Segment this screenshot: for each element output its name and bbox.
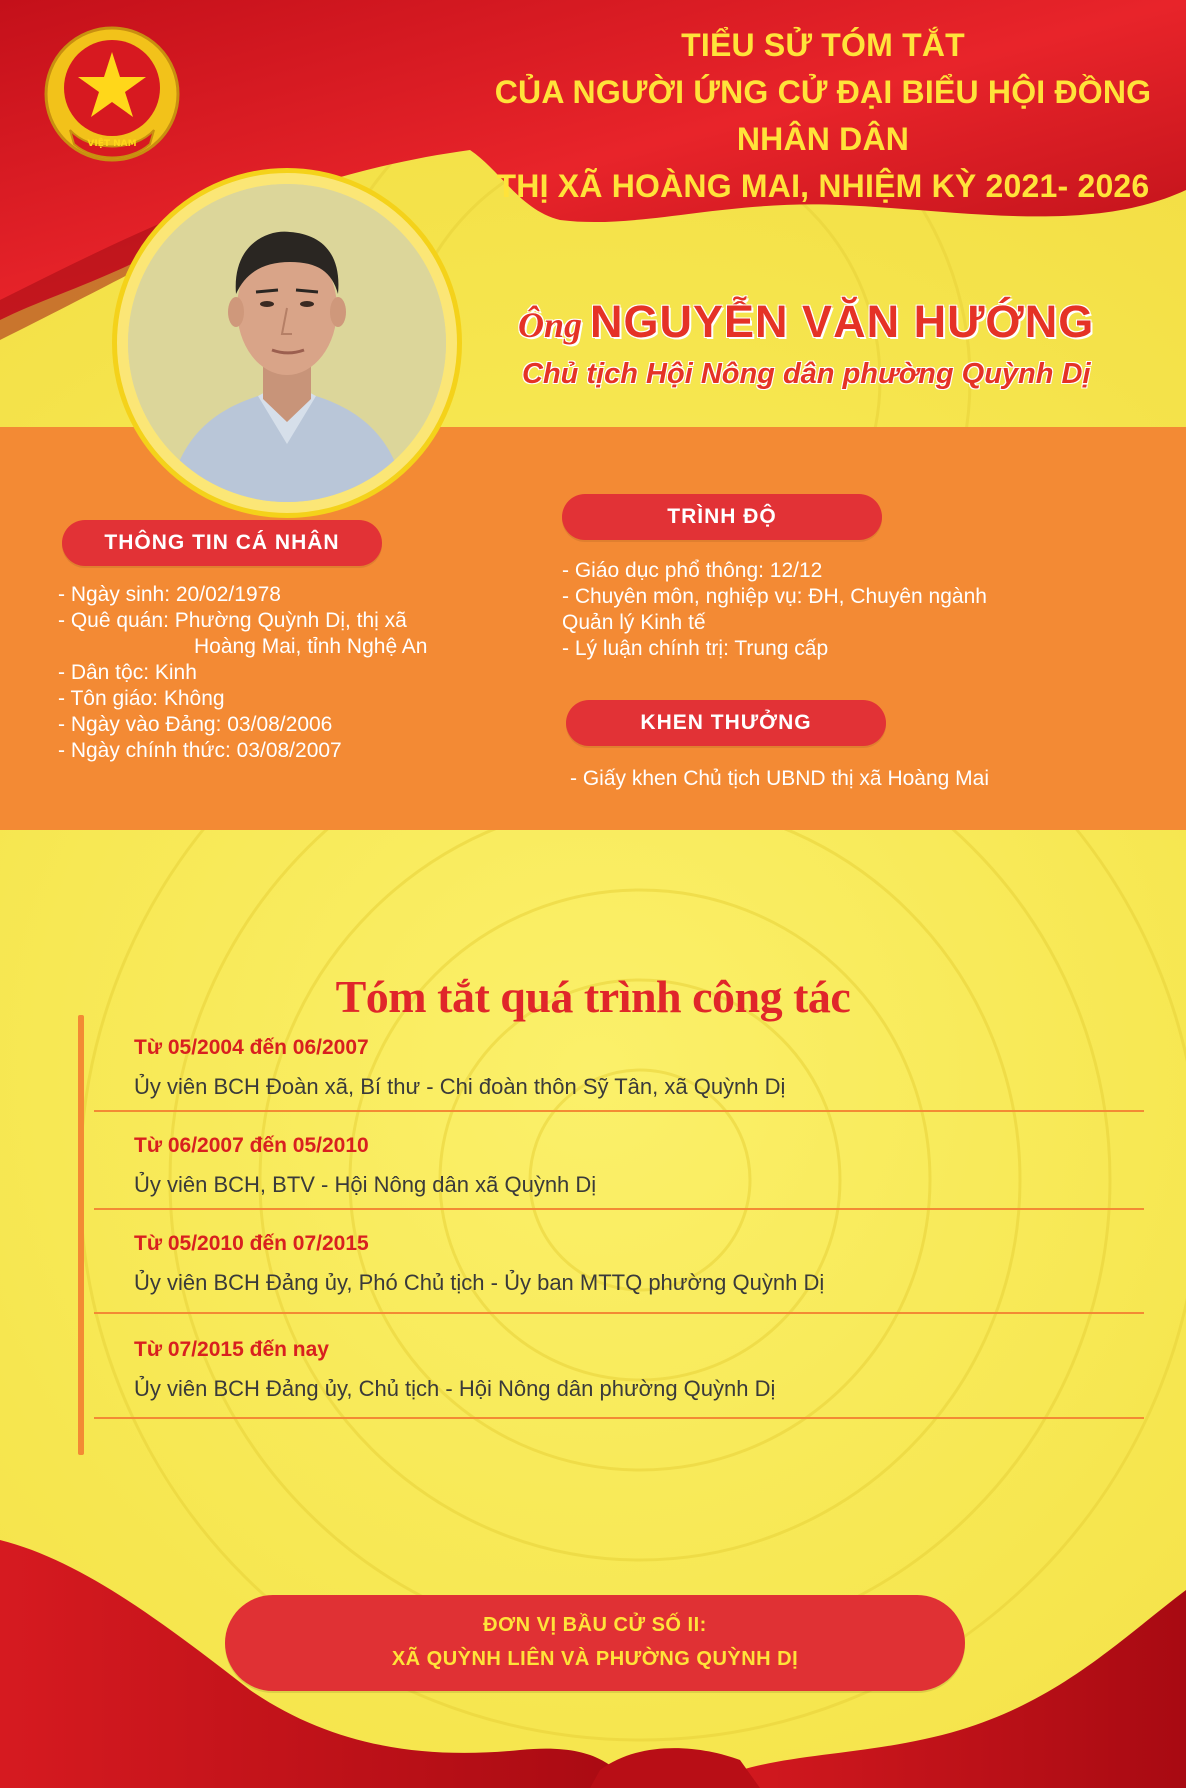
work-period: Từ 05/2004 đến 06/2007 — [134, 1036, 369, 1059]
header-line-2: CỦA NGƯỜI ỨNG CỬ ĐẠI BIỂU HỘI ĐỒNG NHÂN DÂN — [494, 74, 1152, 157]
timeline-divider — [94, 1208, 1144, 1210]
awards-list — [570, 766, 989, 792]
timeline-divider — [94, 1312, 1144, 1314]
work-period: Từ 07/2015 đến nay — [134, 1338, 329, 1361]
professional-education: - Chuyên môn, nghiệp vụ: ĐH, Chuyên ngành — [562, 585, 987, 608]
work-description: Ủy viên BCH Đoàn xã, Bí thư - Chi đoàn thôn Sỹ Tân, xã Quỳnh Dị — [134, 1074, 786, 1099]
religion: - Tôn giáo: Không — [58, 687, 225, 710]
work-entry — [134, 1338, 1144, 1402]
header-line-3: THỊ XÃ HOÀNG MAI, NHIỆM KỲ 2021- 2026 — [496, 168, 1150, 204]
electoral-unit-label: ĐƠN VỊ BẦU CỬ SỐ II: — [483, 1614, 707, 1636]
personal-info-list — [58, 582, 427, 764]
education-list — [562, 558, 987, 662]
name-prefix: Ông — [518, 305, 583, 345]
work-description: Ủy viên BCH Đảng ủy, Phó Chủ tịch - Ủy ban MTTQ phường Quỳnh Dị — [134, 1270, 825, 1295]
awards-heading: KHEN THƯỞNG — [566, 700, 886, 746]
national-emblem-icon — [40, 22, 185, 172]
candidate-name-line — [518, 296, 1178, 348]
birth-date: - Ngày sinh: 20/02/1978 — [58, 583, 281, 606]
work-description: Ủy viên BCH Đảng ủy, Chủ tịch - Hội Nông dân phường Quỳnh Dị — [134, 1376, 776, 1401]
candidate-position: Chủ tịch Hội Nông dân phường Quỳnh Dị — [522, 358, 1091, 390]
electoral-unit-box — [225, 1595, 965, 1691]
work-entry — [134, 1134, 1144, 1198]
ethnicity: - Dân tộc: Kinh — [58, 661, 197, 684]
general-education: - Giáo dục phổ thông: 12/12 — [562, 559, 823, 582]
professional-education-cont: Quản lý Kinh tế — [562, 611, 706, 634]
personal-info-heading: THÔNG TIN CÁ NHÂN — [62, 520, 382, 566]
work-entry — [134, 1232, 1144, 1296]
work-period: Từ 06/2007 đến 05/2010 — [134, 1134, 369, 1157]
hometown-cont: Hoàng Mai, tỉnh Nghệ An — [194, 635, 428, 658]
work-history-heading: Tóm tắt quá trình công tác — [335, 971, 851, 1022]
work-entry — [134, 1036, 1144, 1100]
hometown: - Quê quán: Phường Quỳnh Dị, thị xã — [58, 609, 407, 632]
header-line-1: TIỂU SỬ TÓM TẮT — [681, 27, 965, 63]
candidate-photo — [128, 184, 446, 502]
education-heading: TRÌNH ĐỘ — [562, 494, 882, 540]
work-period: Từ 05/2010 đến 07/2015 — [134, 1232, 369, 1255]
candidate-name: NGUYỄN VĂN HƯỚNG — [590, 296, 1095, 347]
timeline-divider — [94, 1110, 1144, 1112]
party-join-date: - Ngày vào Đảng: 03/08/2006 — [58, 713, 333, 736]
electoral-unit-area: XÃ QUỲNH LIÊN VÀ PHƯỜNG QUỲNH DỊ — [391, 1648, 799, 1670]
work-description: Ủy viên BCH, BTV - Hội Nông dân xã Quỳnh Dị — [134, 1172, 597, 1197]
award-item: - Giấy khen Chủ tịch UBND thị xã Hoàng Mai — [570, 767, 990, 790]
header-title — [470, 22, 1176, 210]
portrait-image — [128, 184, 446, 502]
party-official-date: - Ngày chính thức: 03/08/2007 — [58, 739, 342, 762]
political-theory: - Lý luận chính trị: Trung cấp — [562, 637, 829, 660]
timeline-bar — [78, 1015, 84, 1455]
svg-text:VIỆT NAM: VIỆT NAM — [87, 139, 137, 149]
timeline-divider — [94, 1417, 1144, 1419]
